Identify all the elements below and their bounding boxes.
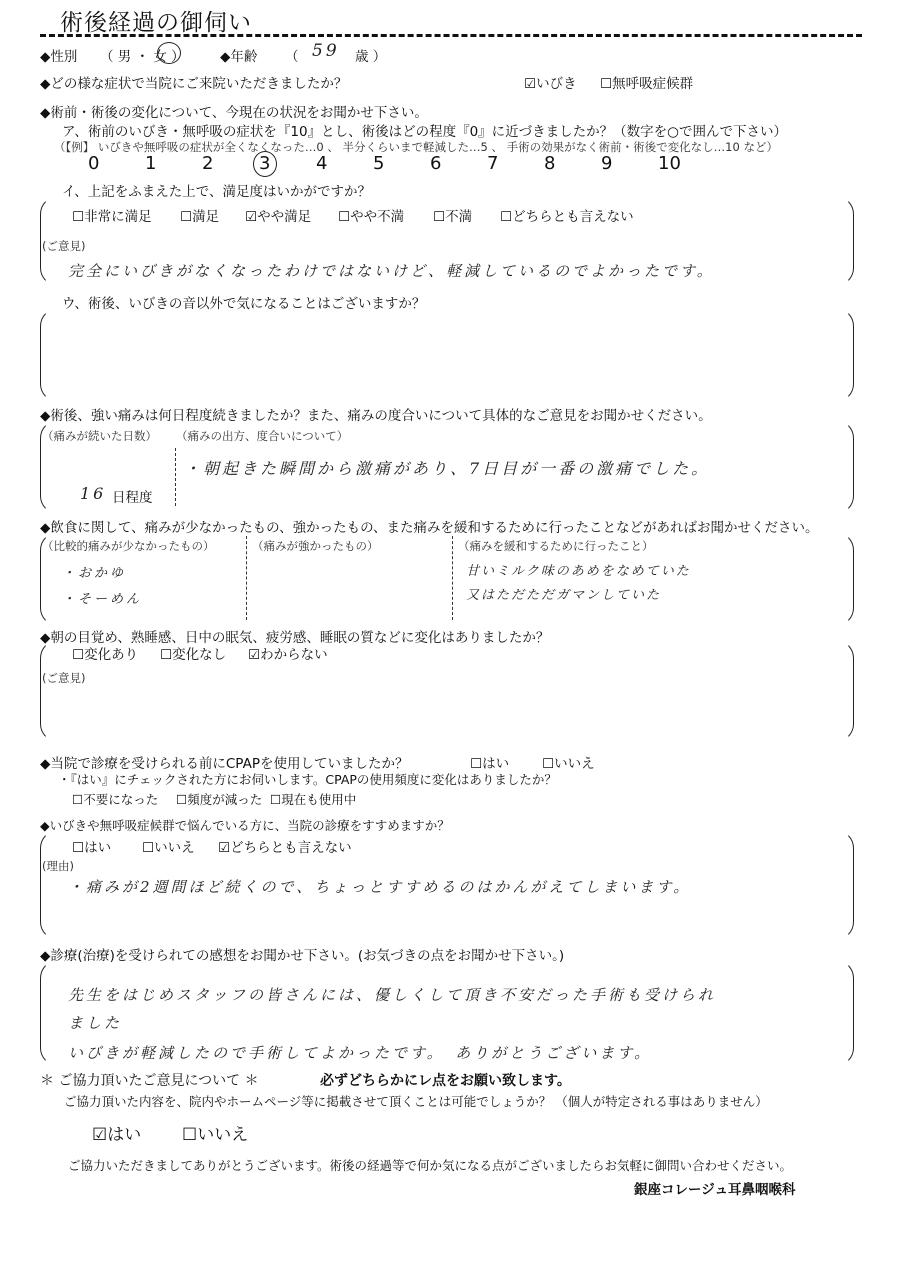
change-heading: ◆術前・術後の変化について、今現在の状況をお聞かせ下さい。 (40, 105, 428, 121)
food-divider-2 (452, 536, 453, 620)
sleep-unchanged[interactable]: ☐変化なし (160, 647, 227, 663)
scale-1[interactable]: 1 (145, 153, 157, 174)
food-strong-pain-label: （痛みが強かったもの） (252, 539, 379, 553)
impression-heading: ◆診療(治療)を受けられての感想をお聞かせ下さい。(お気づきの点をお聞かせ下さい。) (40, 948, 565, 964)
consent-no[interactable]: ☐いいえ (182, 1125, 249, 1145)
satisfaction-opinion-label: (ご意見) (42, 239, 86, 253)
satisfaction-satisfied[interactable]: ☐満足 (180, 209, 220, 225)
satisfaction-very-satisfied[interactable]: ☐非常に満足 (72, 209, 152, 225)
recommend-reason-label: (理由) (42, 859, 74, 873)
consent-heading-right: 必ずどちらかにレ点をお願い致します。 (320, 1073, 571, 1089)
scale-6[interactable]: 6 (430, 153, 442, 174)
scale-7[interactable]: 7 (487, 153, 499, 174)
cpap-heading: ◆当院で診療を受けられる前にCPAPを使用していましたか？ (40, 756, 409, 772)
recommend-heading: ◆いびきや無呼吸症候群で悩んでいる方に、当院の診療をすすめますか？ (40, 818, 450, 833)
symptom-snoring-checkbox[interactable]: ☑いびき (524, 76, 577, 92)
recommend-no[interactable]: ☐いいえ (142, 840, 195, 856)
pain-detail[interactable]: ・朝起きた瞬間から激痛があり、7日目が一番の激痛でした。 (184, 459, 711, 478)
impression-line-1[interactable]: 先生をはじめスタッフの皆さんには、優しくして頂き不安だった手術も受けられ (68, 986, 717, 1004)
recommend-yes[interactable]: ☐はい (72, 840, 112, 856)
sleep-opinion-label: (ご意見) (42, 671, 86, 685)
food-divider-1 (246, 536, 247, 620)
pain-divider (175, 448, 176, 506)
consent-yes[interactable]: ☑はい (92, 1125, 142, 1145)
consent-heading-left: ＊ ご協力頂いたご意見について ＊ (40, 1073, 259, 1089)
gender-selected-circle (157, 42, 181, 64)
recommend-reason[interactable]: ・痛みが2週間ほど続くので、ちょっとすすめるのはかんがえてしまいます。 (68, 878, 692, 896)
food-heading: ◆飲食に関して、痛みが少なかったもの、強かったもの、また痛みを緩和するために行ったことなどがあればお聞かせください。 (40, 520, 819, 536)
change-question-a: ア、術前のいびき・無呼吸の症状を『10』とし、術後はどの程度『0』に近づきましたか？（数字を○で囲んで下さい） (62, 124, 787, 140)
symptom-apnea-checkbox[interactable]: ☐無呼吸症候群 (600, 76, 694, 92)
pain-days-label: （痛みが続いた日数） (42, 429, 157, 443)
consent-thanks: ご協力いただきましてありがとうございます。術後の経過等で何か気になる点がございましたらお気軽に御問い合わせください。 (68, 1158, 793, 1173)
impression-line-3[interactable]: いびきが軽減したので手術してよかったです。 ありがとうございます。 (68, 1044, 653, 1062)
scale-4[interactable]: 4 (316, 153, 328, 174)
age-label: ◆年齢 (220, 49, 258, 65)
food-relief-item-1[interactable]: 甘いミルク味のあめをなめていた (466, 564, 691, 579)
sleep-unknown[interactable]: ☑わからない (248, 647, 328, 663)
scale-2[interactable]: 2 (202, 153, 214, 174)
satisfaction-unsatisfied[interactable]: ☐不満 (433, 209, 473, 225)
age-open: （ (285, 49, 299, 65)
cpap-not-needed[interactable]: ☐不要になった (72, 792, 159, 807)
cpap-still-using[interactable]: ☐現在も使用中 (270, 792, 357, 807)
scale-0[interactable]: 0 (88, 153, 100, 174)
scale-9[interactable]: 9 (601, 153, 613, 174)
food-relief-label: （痛みを緩和するために行ったこと） (458, 539, 654, 553)
consent-question: ご協力頂いた内容を、院内やホームページ等に掲載させて頂くことは可能でしょうか？ （個人が特定される事はありません） (64, 1094, 768, 1109)
scale-selected-circle (253, 151, 277, 177)
pain-detail-label: （痛みの出方、度合いについて） (176, 429, 349, 443)
cpap-no[interactable]: ☐いいえ (542, 756, 595, 772)
clinic-name: 銀座コレージュ耳鼻咽喉科 (634, 1182, 796, 1198)
cpap-follow-question: ・『はい』にチェックされた方にお伺いします。CPAPの使用頻度に変化はありましたか？ (58, 772, 557, 787)
satisfaction-somewhat-satisfied[interactable]: ☑やや満足 (245, 209, 312, 225)
gender-options[interactable]: （ 男 ・ 女 ） (100, 49, 185, 65)
scale-5[interactable]: 5 (373, 153, 385, 174)
gender-label: ◆性別 (40, 49, 78, 65)
pain-heading: ◆術後、強い痛みは何日程度続きましたか？また、痛みの度合いについて具体的なご意見をお聞かせください。 (40, 408, 712, 424)
pain-days-unit: 日程度 (112, 490, 153, 506)
other-concerns-heading: ウ、術後、いびきの音以外で気になることはございますか？ (62, 296, 426, 312)
other-concerns-box[interactable] (40, 308, 854, 402)
scale-10[interactable]: 10 (658, 153, 681, 174)
symptom-question: ◆どの様な症状で当院にご来院いただきましたか？ (40, 76, 348, 92)
change-example: （【例】 いびきや無呼吸の症状が全くなくなった…0 、 半分くらいまで軽減した…5 、 手術の効果がなく術前・術後で変化なし…10 など） (54, 140, 778, 154)
food-relief-item-2[interactable]: 又はただただガマンしていた (466, 588, 662, 603)
scale-8[interactable]: 8 (544, 153, 556, 174)
cpap-yes[interactable]: ☐はい (470, 756, 510, 772)
satisfaction-neutral[interactable]: ☐どちらとも言えない (500, 209, 634, 225)
age-close: 歳 ） (355, 49, 387, 65)
recommend-neutral[interactable]: ☑どちらとも言えない (218, 840, 352, 856)
age-value[interactable]: 59 (312, 41, 340, 61)
pain-days-value[interactable]: 16 (80, 484, 107, 503)
title-divider (40, 34, 862, 37)
food-less-pain-label: （比較的痛みが少なかったもの） (42, 539, 215, 553)
page-title: 術後経過の御伺い (60, 10, 252, 36)
impression-line-2[interactable]: ました (68, 1014, 123, 1032)
change-scale (88, 153, 715, 174)
satisfaction-heading: イ、上記をふまえた上で、満足度はいかがですか？ (62, 184, 372, 200)
satisfaction-somewhat-unsatisfied[interactable]: ☐やや不満 (338, 209, 405, 225)
food-less-pain-item-1[interactable]: ・おかゆ (62, 566, 127, 581)
cpap-reduced[interactable]: ☐頻度が減った (176, 792, 263, 807)
scale-3[interactable]: 3 (259, 153, 271, 174)
sleep-changed[interactable]: ☐変化あり (72, 647, 139, 663)
satisfaction-opinion[interactable]: 完全にいびきがなくなったわけではないけど、軽減しているのでよかったです。 (68, 262, 715, 280)
food-less-pain-item-2[interactable]: ・そーめん (62, 592, 143, 607)
sleep-heading: ◆朝の目覚め、熟睡感、日中の眠気、疲労感、睡眠の質などに変化はありましたか？ (40, 630, 550, 646)
